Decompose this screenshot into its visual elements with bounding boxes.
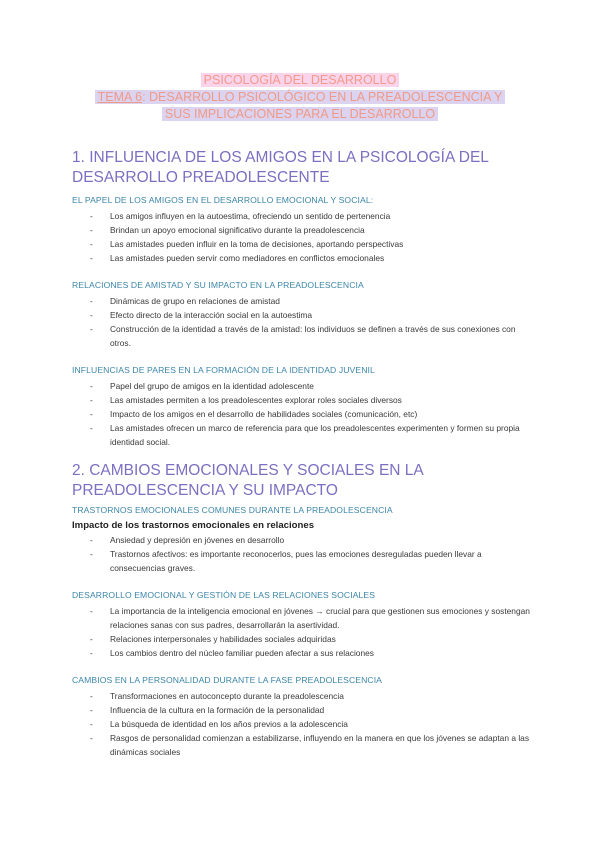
list-item (72, 251, 532, 265)
list-item (72, 407, 532, 421)
subsection-title: EL PAPEL DE LOS AMIGOS EN EL DESARROLLO EMOCIONAL Y SOCIAL: (72, 195, 374, 205)
list-item-text: La importancia de la inteligencia emocional en jóvenes → crucial para que gestionen sus emociones y sostengan relaciones sanas con sus padres, desarrollarán la asertividad. (110, 606, 530, 630)
list-item-text: Papel del grupo de amigos en la identidad adolescente (110, 381, 314, 391)
list-item-text: Dinámicas de grupo en relaciones de amistad (110, 296, 280, 306)
subsection-title: INFLUENCIAS DE PARES EN LA FORMACIÓN DE LA IDENTIDAD JUVENIL (72, 365, 375, 375)
bullet-list (72, 294, 532, 350)
dash-bullet-icon: - (90, 719, 93, 729)
subsection-title: TRASTORNOS EMOCIONALES COMUNES DURANTE LA PREADOLESCENCIA (72, 505, 393, 515)
document-subtitle (0, 89, 600, 106)
tema-link: TEMA 6 (97, 90, 143, 104)
section-heading: 2. CAMBIOS EMOCIONALES Y SOCIALES EN LA PREADOLESCENCIA Y SU IMPACTO (72, 462, 423, 499)
list-item-text: Relaciones interpersonales y habilidades sociales adquiridas (110, 634, 336, 644)
list-item (72, 547, 532, 575)
dash-bullet-icon: - (90, 253, 93, 263)
list-item (72, 294, 532, 308)
list-item-text: Construcción de la identidad a través de la amistad: los individuos se definen a través de sus conexiones con otros. (110, 324, 516, 348)
bullet-list (72, 379, 532, 449)
dash-bullet-icon: - (90, 606, 93, 616)
list-item-text: Rasgos de personalidad comienzan a estabilizarse, influyendo en la manera en que los jóvenes se adaptan a las dinámicas sociales (110, 733, 530, 757)
bold-subheading: Impacto de los trastornos emocionales en relaciones (72, 520, 315, 531)
dash-bullet-icon: - (90, 324, 93, 334)
list-item-text: Los cambios dentro del núcleo familiar pueden afectar a sus relaciones (110, 648, 374, 658)
subsection-title: CAMBIOS EN LA PERSONALIDAD DURANTE LA FASE PREADOLESCENCIA (72, 675, 383, 685)
list-item (72, 703, 532, 717)
list-item-text: Las amistades pueden servir como mediadores en conflictos emocionales (110, 253, 385, 263)
document-subtitle-line1 (95, 90, 506, 104)
list-item-text: Transformaciones en autoconcepto durante la preadolescencia (110, 691, 344, 701)
document-title-text: PSICOLOGÍA DEL DESARROLLO (201, 73, 400, 87)
dash-bullet-icon: - (90, 310, 93, 320)
dash-bullet-icon: - (90, 535, 93, 545)
list-item (72, 379, 532, 393)
list-item-text: Las amistades permiten a los preadolescentes explorar roles sociales diversos (110, 395, 402, 405)
list-item-text: Trastornos afectivos: es importante reconocerlos, pues las emociones desreguladas pueden llevar a consecuencias graves. (110, 549, 482, 573)
dash-bullet-icon: - (90, 733, 93, 743)
document-header (0, 72, 600, 123)
list-item-text: Efecto directo de la interacción social en la autoestima (110, 310, 313, 320)
document-subtitle-2 (0, 106, 600, 123)
document-title (0, 72, 600, 89)
list-item (72, 689, 532, 703)
list-item (72, 421, 532, 449)
list-item-text: Las amistades ofrecen un marco de referencia para que los preadolescentes experimenten y formen su propia identidad social. (110, 423, 520, 447)
list-item-text: Las amistades pueden influir en la toma de decisiones, aportando perspectivas (110, 239, 404, 249)
subtitle-line1-text: : DESARROLLO PSICOLÓGICO EN LA PREADOLESCENCIA Y (142, 90, 503, 104)
list-item-text: La búsqueda de identidad en los años previos a la adolescencia (110, 719, 348, 729)
subsection-title: RELACIONES DE AMISTAD Y SU IMPACTO EN LA PREADOLESCENCIA (72, 280, 364, 290)
subsection-title: DESARROLLO EMOCIONAL Y GESTIÓN DE LAS RELACIONES SOCIALES (72, 590, 376, 600)
dash-bullet-icon: - (90, 211, 93, 221)
list-item (72, 393, 532, 407)
list-item-text: Brindan un apoyo emocional significativo durante la preadolescencia (110, 225, 365, 235)
list-item (72, 632, 532, 646)
list-item-text: Ansiedad y depresión en jóvenes en desarrollo (110, 535, 285, 545)
list-item (72, 646, 532, 660)
dash-bullet-icon: - (90, 239, 93, 249)
bullet-list (72, 689, 532, 759)
document-subtitle-line2: SUS IMPLICACIONES PARA EL DESARROLLO (162, 107, 438, 121)
list-item (72, 533, 532, 547)
list-item (72, 209, 532, 223)
list-item (72, 237, 532, 251)
dash-bullet-icon: - (90, 395, 93, 405)
dash-bullet-icon: - (90, 634, 93, 644)
dash-bullet-icon: - (90, 691, 93, 701)
dash-bullet-icon: - (90, 296, 93, 306)
list-item (72, 717, 532, 731)
dash-bullet-icon: - (90, 549, 93, 559)
list-item (72, 308, 532, 322)
dash-bullet-icon: - (90, 225, 93, 235)
dash-bullet-icon: - (90, 648, 93, 658)
dash-bullet-icon: - (90, 423, 93, 433)
dash-bullet-icon: - (90, 705, 93, 715)
list-item (72, 731, 532, 759)
document-body (72, 148, 532, 759)
list-item-text: Impacto de los amigos en el desarrollo de habilidades sociales (comunicación, etc) (110, 409, 418, 419)
bullet-list (72, 209, 532, 265)
section-heading: 1. INFLUENCIA DE LOS AMIGOS EN LA PSICOLOGÍA DEL DESARROLLO PREADOLESCENTE (72, 149, 489, 186)
list-item-text: Los amigos influyen en la autoestima, ofreciendo un sentido de pertenencia (110, 211, 391, 221)
dash-bullet-icon: - (90, 409, 93, 419)
list-item (72, 322, 532, 350)
list-item (72, 223, 532, 237)
bullet-list (72, 533, 532, 575)
list-item (72, 604, 532, 632)
list-item-text: Influencia de la cultura en la formación de la personalidad (110, 705, 325, 715)
dash-bullet-icon: - (90, 381, 93, 391)
bullet-list (72, 604, 532, 660)
